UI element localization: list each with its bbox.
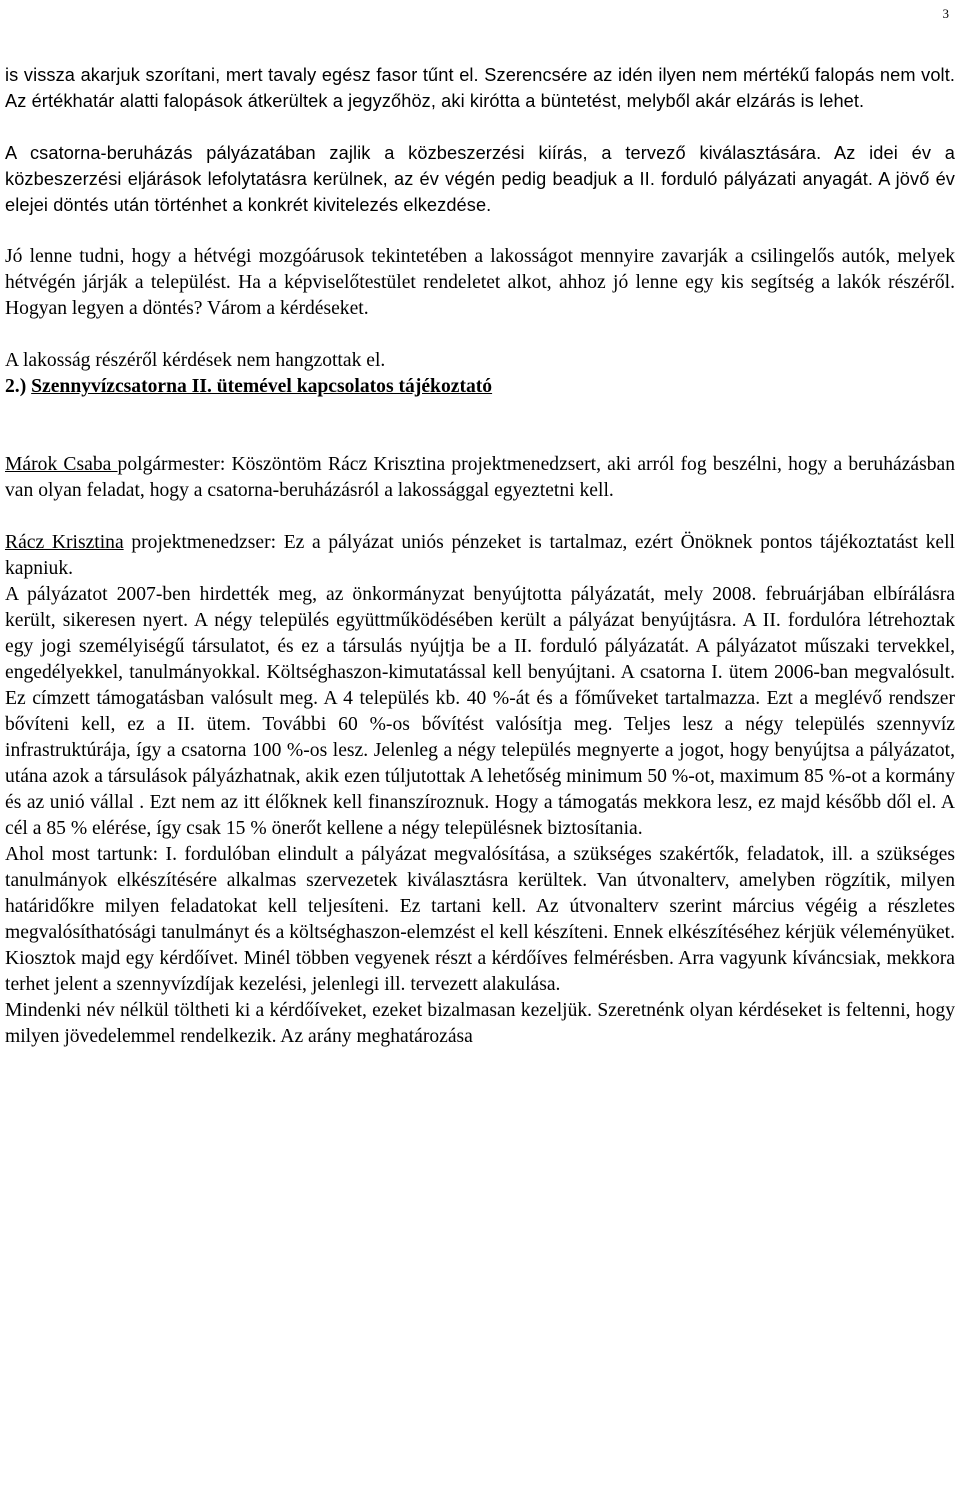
paragraph-ahol-most-tartunk: Ahol most tartunk: I. fordulóban elindult a pályázat megvalósítása, a szükséges szakértők, feladatok, ill. a szükséges tanulmányok elkészítésére alkalmas szervezetek kiválasztásra kerültek. Van útvonalterv, amelyben rögzítik, milyen határidőkre milyen feladatokat kell teljesíteni. Ez tartani kell. Az útvonalterv szerint március végéig a részletes megvalósíthatósági tanulmányt és a költséghaszon-elemzést el kell készíteni. Ennek elkészítéséhez kérjük véleményüket. Kiosztok majd egy kérdőívet. Minél többen vegyenek részt a kérdőíves felmérésben. Arra vagyunk kíváncsiak, mekkora terhet jelent a szennyvízdíjak kezelési, jelenlegi ill. tervezett alakulása. (5, 844, 955, 995)
paragraph-csatorna-kozbeszerzes: A csatorna-beruházás pályázatában zajlik a közbeszerzési kiírás, a tervező kiválasztására. Az idei év a közbeszerzési eljárások lefolytatásra kerülnek, az év végén pedig beadjuk a II. forduló pályázati anyagát. A jövő év elejei döntés után történhet a konkrét kivitelezés elkezdése. (5, 143, 955, 215)
paragraph-palyazat-tortenet: A pályázatot 2007-ben hirdették meg, az önkormányzat benyújtotta pályázatát, mely 2008. februárjában elbírálásra került, sikeresen nyert. A négy település együttműködésében került a pályázat benyújtásra. A II. fordulóra létrehoztak egy jogi személyiségű társulatot, és ez a társulás nyújtja be a II. forduló pályázatát. A pályázatot műszaki tervekkel, engedélyekkel, tanulmányokkal. Költséghaszon-kimutatással kell benyújtani. A csatorna I. ütem 2006-ban megvalósult. Ez címzett támogatásban valósult meg. A 4 település kb. 40 %-át és a főműveket tartalmazza. Ezt a meglévő rendszer bővíteni kell, ez a II. ütem. További 60 %-os bővítést valósítja meg. Teljes lesz a négy település szennyvíz infrastruktúrája, így a csatorna 100 %-os lesz. Jelenleg a négy település megnyerte a jogot, hogy benyújtsa a pályázatot, utána azok a társulások pályázhatnak, akik ezen túljutottak A lehetőség minimum 50 %-ot, maximum 85 %-ot a kormány és az unió vállal . Ezt nem az itt élőknek kell finanszíroznuk. Hogy a támogatás mekkora lesz, ez majd később dől el. A cél a 85 % elérése, így csak 15 % önerőt kellene a négy településnek biztosítania. (5, 584, 955, 839)
paragraph-lakossag-kerdesek: A lakosság részéről kérdések nem hangzottak el. (5, 350, 386, 371)
page-content (5, 62, 955, 1050)
paragraph-mozgoarusok: Jó lenne tudni, hogy a hétvégi mozgóárusok tekintetében a lakosságot mennyire zavarják a csilingelős autók, melyek hétvégén járják a települést. Ha a képviselőtestület rendeletet alkot, ahhoz jó lenne egy kis segítség a lakók részéről. Hogyan legyen a döntés? Várom a kérdéseket. (5, 246, 955, 319)
section-number: 2.) (5, 376, 27, 397)
speech-racz-krisztina (5, 530, 955, 582)
document-page (5, 0, 955, 1496)
speaker-name: Rácz Krisztina (5, 532, 124, 553)
speech-marok-csaba (5, 452, 955, 504)
speech-text: polgármester: Köszöntöm Rácz Krisztina projektmenedzsert, aki arról fog beszélni, hogy a beruházásban van olyan feladat, hogy a csatorna-beruházásról a lakossággal egyeztetni kell. (5, 454, 955, 501)
speech-text: projektmenedzser: Ez a pályázat uniós pénzeket is tartalmaz, ezért Önöknek pontos tájékoztatást kell kapniuk. (5, 532, 955, 579)
section-heading (5, 374, 955, 400)
section-title: Szennyvízcsatorna II. ütemével kapcsolatos tájékoztató (31, 376, 493, 397)
page-number: 3 (942, 6, 949, 21)
paragraph-kerdoiv: Mindenki név nélkül töltheti ki a kérdőíveket, ezeket bizalmasan kezeljük. Szeretnénk olyan kérdéseket is feltenni, hogy milyen jövedelemmel rendelkezik. Az arány meghatározása (5, 1000, 955, 1047)
paragraph-fasor: is vissza akarjuk szorítani, mert tavaly egész fasor tűnt el. Szerencsére az idén ilyen nem mértékű falopás nem volt. Az értékhatár alatti falopások átkerültek a jegyzőhöz, aki kirótta a büntetést, melyből akár elzárás is lehet. (5, 65, 955, 111)
speaker-name: Márok Csaba (5, 454, 118, 475)
